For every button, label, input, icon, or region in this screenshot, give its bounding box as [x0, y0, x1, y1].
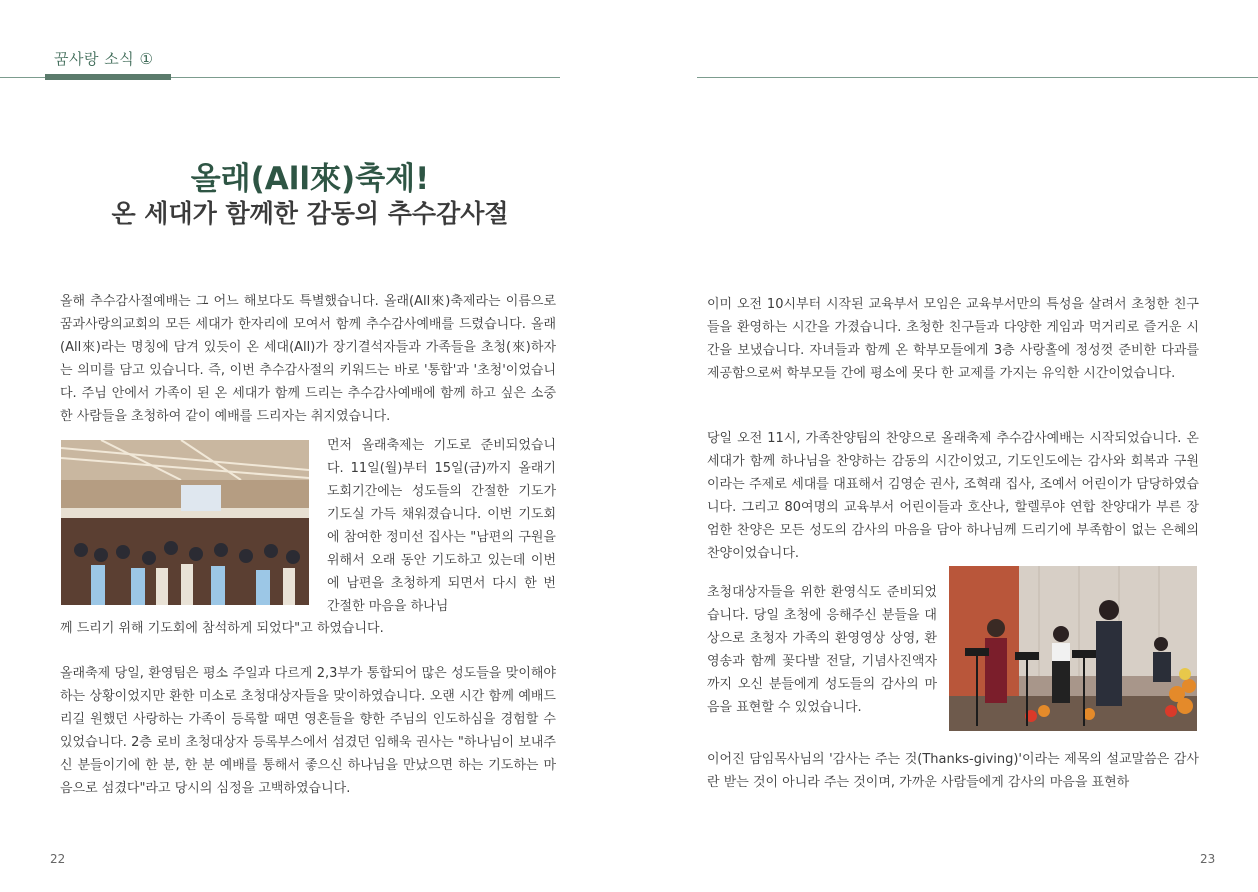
right-paragraph-2: 당일 오전 11시, 가족찬양팀의 찬양으로 올래축제 추수감사예배는 시작되었습니다. 온 세대가 함께 하나님을 찬양하는 감동의 시간이었고, 기도인도에는 감사와 회복과 구원이라는 주제로 세대를 대표해서 김영순 권사, 조혁래 집사, 조예서 어린이가 담당하였습니다. 그리고 80여명의 교육부서 어린이들과 호산나, 할렐루야 연합 찬양대가 부른 장엄한 찬양은 모든 성도의 감사의 마음을 담아 하나님께 드리기에 부족함이 없는 은혜의 찬양이었습니다. — [707, 431, 1199, 561]
worship-hall-image — [61, 440, 309, 605]
welcome-ceremony-image — [949, 566, 1197, 731]
right-paragraph-3-side: 초청대상자들을 위한 환영식도 준비되었습니다. 당일 초청에 응해주신 분들을 대상으로 초청자 가족의 환영영상 상영, 환영송과 함께 꽃다발 전달, 기념사진액자까지 오신 분들에게 성도들의 감사의 마음을 표현할 수 있었습니다. — [707, 585, 937, 715]
header-accent-bar — [45, 74, 171, 80]
right-paragraph-4: 이어진 담임목사님의 '감사는 주는 것(Thanks-giving)'이라는 제목의 설교말씀은 감사란 받는 것이 아니라 주는 것이며, 가까운 사람들에게 감사의 마음을 표현하 — [707, 752, 1199, 790]
left-paragraph-2-side: 먼저 올래축제는 기도로 준비되었습니다. 11일(월)부터 15일(금)까지 올래기도회기간에는 성도들의 간절한 기도가 기도실 가득 채워졌습니다. 이번 기도회에 참여한 정미선 집사는 "남편의 구원을 위해서 오래 동안 기도하고 있는데 이번에 남편을 초청하게 되면서 다시 한 번 간절한 마음을 하나님 — [327, 438, 556, 614]
page-number-left: 22 — [50, 852, 66, 866]
header-rule-right — [697, 77, 1258, 78]
article-subtitle: 온 세대가 함께한 감동의 추수감사절 — [111, 199, 509, 228]
left-paragraph-2-cont: 께 드리기 위해 기도회에 참석하게 되었다"고 하였습니다. — [60, 621, 384, 636]
page-number-right: 23 — [1200, 852, 1216, 866]
article-title: 올래(All來)축제! — [190, 161, 430, 197]
right-paragraph-1: 이미 오전 10시부터 시작된 교육부서 모임은 교육부서만의 특성을 살려서 초청한 친구들을 환영하는 시간을 가졌습니다. 초청한 친구들과 다양한 게임과 먹거리로 즐거운 시간을 보냈습니다. 자녀들과 함께 온 학부모들에게 3층 사랑홀에 정성껏 준비한 다과를 제공함으로써 학부모들 간에 평소에 못다 한 교제를 가지는 유익한 시간이었습니다. — [707, 297, 1199, 381]
worship-hall-photo — [61, 440, 309, 605]
left-paragraph-1: 올해 추수감사절예배는 그 어느 해보다도 특별했습니다. 올래(All來)축제라는 이름으로 꿈과사랑의교회의 모든 세대가 한자리에 모여서 함께 추수감사예배를 드렸습니다. 올래(All來)라는 명칭에 담겨 있듯이 온 세대(All)가 장기결석자들과 가족들을 초청(來)하자는 의미를 담고 있습니다. 즉, 이번 추수감사절의 키워드는 바로 '통합'과 '초청'이었습니다. 주님 안에서 가족이 된 온 세대가 함께 드리는 추수감사예배에 함께 하고 싶은 소중한 사람들을 초청하여 같이 예배를 드리자는 취지였습니다. — [60, 294, 556, 424]
left-paragraph-3: 올래축제 당일, 환영팀은 평소 주일과 다르게 2,3부가 통합되어 많은 성도들을 맞이해야 하는 상황이었지만 환한 미소로 초청대상자들을 맞이하였습니다. 오랜 시간 함께 예배드리길 원했던 사랑하는 가족이 등록할 때면 영혼들을 향한 주님의 인도하심을 경험할 수 있었습니다. 2층 로비 초청대상자 등록부스에서 섬겼던 임해욱 권사는 "하나님이 보내주신 분들이기에 한 분, 한 분 예배를 통해서 좋으신 하나님을 만났으면 하는 기도하는 마음으로 섬겼다"라고 당시의 심정을 고백하였습니다. — [60, 666, 556, 796]
welcome-ceremony-photo — [949, 566, 1197, 731]
section-label: 꿈사랑 소식 ① — [54, 50, 154, 68]
